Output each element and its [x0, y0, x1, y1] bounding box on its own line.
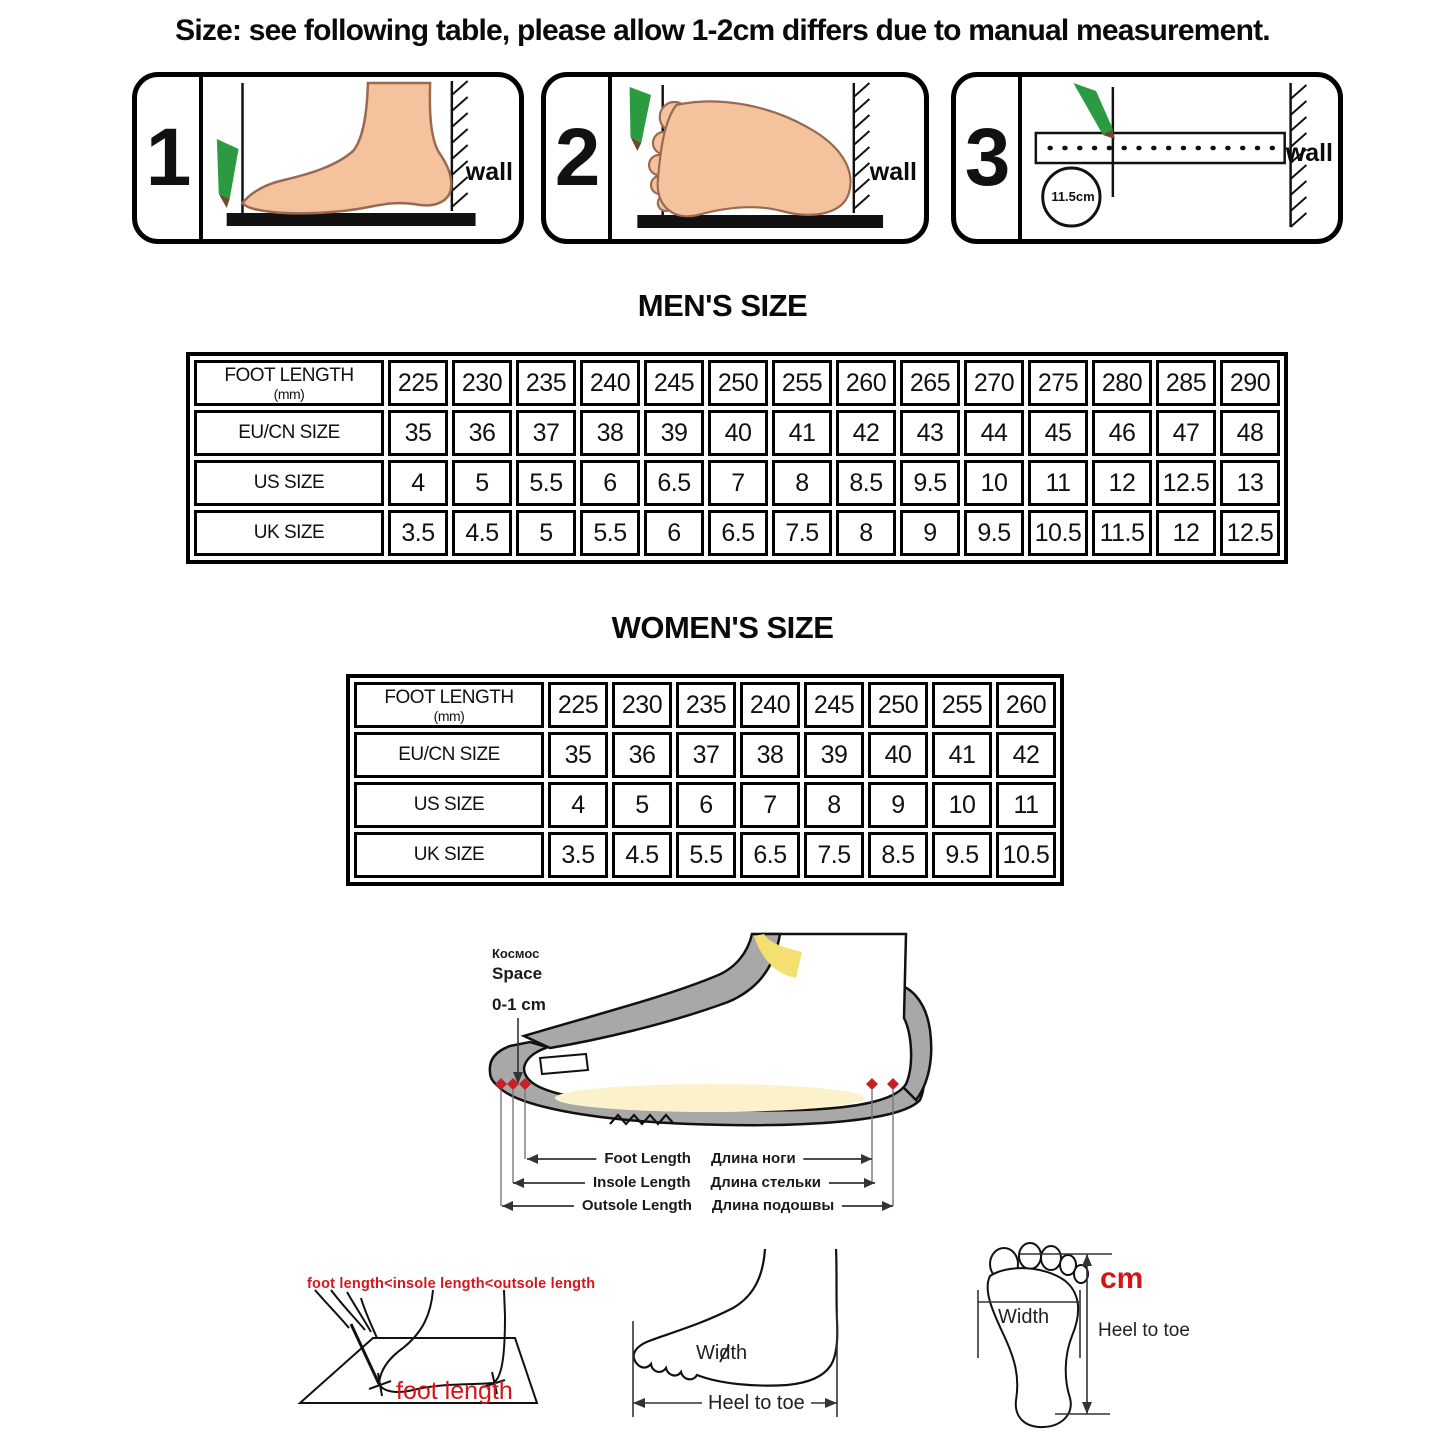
row-label: [194, 360, 384, 406]
size-cell: 11.5: [1092, 510, 1152, 556]
size-cell: 265: [900, 360, 960, 406]
space-label-ru: Космос: [492, 946, 540, 961]
size-cell: 9: [900, 510, 960, 556]
mens-size-heading: MEN'S SIZE: [637, 288, 808, 323]
row-label-text: US SIZE: [413, 794, 485, 815]
insole-length-dimension-label: [585, 1173, 829, 1192]
green-marker-icon: [217, 139, 239, 199]
foot-length-caption: foot length: [396, 1377, 513, 1405]
size-cell: 8.5: [868, 832, 928, 878]
size-cell: 6: [676, 782, 736, 828]
size-cell: 11: [1028, 460, 1088, 506]
hand-sketch: [315, 1290, 377, 1338]
size-cell: 41: [932, 732, 992, 778]
row-label: [194, 410, 384, 456]
outsole-length-dimension-label: [574, 1196, 842, 1215]
wall-label: wall: [1285, 138, 1333, 167]
size-cell: 245: [644, 360, 704, 406]
size-cell: 40: [868, 732, 928, 778]
size-cell: 12: [1092, 460, 1152, 506]
size-cell: 225: [548, 682, 608, 728]
row-label: [354, 732, 544, 778]
size-cell: 39: [644, 410, 704, 456]
size-cell: 46: [1092, 410, 1152, 456]
size-cell: 260: [836, 360, 896, 406]
ruler: [1036, 133, 1285, 163]
size-cell: 42: [836, 410, 896, 456]
row-label: [354, 782, 544, 828]
size-cell: 290: [1220, 360, 1280, 406]
size-cell: 250: [708, 360, 768, 406]
foot-tracing-drawing: [285, 1288, 625, 1445]
mens-size-table: [186, 352, 1288, 564]
floor-bar: [227, 213, 476, 226]
womens-size-heading: WOMEN'S SIZE: [611, 610, 834, 645]
size-cell: 38: [740, 732, 800, 778]
size-cell: 250: [868, 682, 928, 728]
measure-step-3-panel: [951, 72, 1343, 244]
heel-to-toe-label-side: Heel to toe: [702, 1392, 811, 1415]
row-label-sub: (mm): [273, 386, 305, 402]
size-cell: 4: [388, 460, 448, 506]
toe-tab: [540, 1054, 588, 1074]
size-table-row: [194, 410, 1280, 456]
wall-label: wall: [465, 158, 513, 186]
step-number: 2: [546, 77, 612, 239]
footprint-outline: [988, 1243, 1088, 1427]
size-cell: 3.5: [548, 832, 608, 878]
step-number: 1: [137, 77, 203, 239]
size-cell: 10: [964, 460, 1024, 506]
size-table-row: [354, 832, 1056, 878]
row-label-text: US SIZE: [253, 472, 325, 493]
size-cell: 45: [1028, 410, 1088, 456]
toe-space-note: [492, 946, 546, 1016]
size-cell: 255: [932, 682, 992, 728]
row-label: [354, 832, 544, 878]
floor-bar: [637, 215, 883, 228]
size-table-row: [194, 510, 1280, 556]
size-cell: 5.5: [676, 832, 736, 878]
size-cell: 41: [772, 410, 832, 456]
wall-hatch: [854, 83, 870, 209]
size-cell: 9.5: [964, 510, 1024, 556]
left-arrowhead: [633, 1398, 645, 1408]
length-formula-note: foot length<insole length<outsole length: [307, 1276, 596, 1292]
size-cell: 240: [580, 360, 640, 406]
dim-en: Outsole Length: [581, 1197, 692, 1214]
size-cell: 9: [868, 782, 928, 828]
size-table-row: [194, 460, 1280, 506]
size-cell: 36: [612, 732, 672, 778]
size-cell: 8: [804, 782, 864, 828]
insole-glow: [555, 1084, 865, 1112]
size-cell: 9.5: [932, 832, 992, 878]
size-cell: 6: [644, 510, 704, 556]
size-cell: 48: [1220, 410, 1280, 456]
space-range: 0-1 cm: [492, 994, 546, 1014]
size-cell: 5.5: [516, 460, 576, 506]
top-arrowhead: [1082, 1254, 1092, 1266]
size-cell: 4.5: [452, 510, 512, 556]
width-label-side: Width: [696, 1342, 748, 1364]
size-cell: 36: [452, 410, 512, 456]
size-cell: 225: [388, 360, 448, 406]
size-cell: 235: [516, 360, 576, 406]
size-cell: 7.5: [804, 832, 864, 878]
green-marker-icon: [630, 87, 651, 143]
row-label-text: FOOT LENGTH: [224, 365, 354, 386]
size-cell: 8: [836, 510, 896, 556]
size-table-row: [354, 732, 1056, 778]
size-cell: 260: [996, 682, 1056, 728]
row-label-sub: (mm): [433, 708, 465, 724]
foot-side-view: [243, 83, 452, 213]
heel-to-toe-label-footprint: Heel to toe: [1098, 1320, 1190, 1341]
size-cell: 35: [548, 732, 608, 778]
size-cell: 40: [708, 410, 768, 456]
size-cell: 9.5: [900, 460, 960, 506]
size-cell: 5: [452, 460, 512, 506]
size-cell: 8.5: [836, 460, 896, 506]
size-cell: 235: [676, 682, 736, 728]
size-cell: 47: [1156, 410, 1216, 456]
size-cell: 5: [612, 782, 672, 828]
size-cell: 12: [1156, 510, 1216, 556]
row-label: [194, 460, 384, 506]
space-label-en: Space: [492, 963, 543, 983]
size-cell: 7.5: [772, 510, 832, 556]
size-cell: 230: [452, 360, 512, 406]
size-cell: 5: [516, 510, 576, 556]
size-cell: 12.5: [1220, 510, 1280, 556]
size-cell: 275: [1028, 360, 1088, 406]
foot-length-dimension-label: [596, 1149, 803, 1168]
row-label-text: EU/CN SIZE: [398, 744, 500, 765]
size-cell: 11: [996, 782, 1056, 828]
row-label-text: UK SIZE: [253, 522, 325, 543]
step-2-illustration: [612, 77, 924, 239]
row-label: [194, 510, 384, 556]
dim-en: Foot Length: [604, 1150, 691, 1167]
size-table-row: [354, 782, 1056, 828]
measure-step-2-panel: [541, 72, 929, 244]
size-cell: 37: [676, 732, 736, 778]
size-cell: 230: [612, 682, 672, 728]
step-3-illustration: [1022, 77, 1338, 239]
size-cell: 10: [932, 782, 992, 828]
dim-ru: Длина стельки: [710, 1174, 822, 1191]
row-label-text: UK SIZE: [413, 844, 485, 865]
size-cell: 10.5: [1028, 510, 1088, 556]
size-cell: 44: [964, 410, 1024, 456]
foot-sole-view: [649, 101, 850, 216]
size-cell: 4: [548, 782, 608, 828]
size-cell: 37: [516, 410, 576, 456]
size-cell: 42: [996, 732, 1056, 778]
size-cell: 5.5: [580, 510, 640, 556]
row-label: [354, 682, 544, 728]
wall-hatch: [452, 81, 468, 207]
page-title: Size: see following table, please allow 1-2cm differs due to manual measurement.: [175, 14, 1270, 47]
green-marker-icon: [1073, 83, 1113, 135]
size-cell: 6.5: [740, 832, 800, 878]
size-cell: 35: [388, 410, 448, 456]
size-cell: 43: [900, 410, 960, 456]
cm-unit-label: cm: [1100, 1262, 1144, 1295]
size-cell: 6: [580, 460, 640, 506]
right-arrowhead: [825, 1398, 837, 1408]
size-cell: 13: [1220, 460, 1280, 506]
bottom-arrowhead: [1082, 1402, 1092, 1414]
size-cell: 7: [740, 782, 800, 828]
size-cell: 280: [1092, 360, 1152, 406]
foot-outline: [634, 1249, 838, 1386]
size-cell: 10.5: [996, 832, 1056, 878]
width-label-footprint: Width: [998, 1306, 1050, 1328]
measure-step-1-panel: [132, 72, 524, 244]
size-table-row: [194, 360, 1280, 406]
size-cell: 39: [804, 732, 864, 778]
size-cell: 12.5: [1156, 460, 1216, 506]
size-cell: 38: [580, 410, 640, 456]
dim-en: Insole Length: [592, 1174, 691, 1191]
size-cell: 240: [740, 682, 800, 728]
step-number: 3: [956, 77, 1022, 239]
size-cell: 3.5: [388, 510, 448, 556]
ruler-measurement-note: 11.5cm: [1051, 189, 1095, 204]
size-cell: 4.5: [612, 832, 672, 878]
size-cell: 8: [772, 460, 832, 506]
size-cell: 285: [1156, 360, 1216, 406]
wall-label: wall: [869, 158, 917, 186]
womens-size-table: [346, 674, 1064, 886]
row-label-text: FOOT LENGTH: [384, 687, 514, 708]
size-cell: 7: [708, 460, 768, 506]
size-cell: 6.5: [644, 460, 704, 506]
size-cell: 6.5: [708, 510, 768, 556]
dim-ru: Длина ноги: [710, 1150, 796, 1167]
size-table-row: [354, 682, 1056, 728]
size-cell: 270: [964, 360, 1024, 406]
size-cell: 245: [804, 682, 864, 728]
size-cell: 255: [772, 360, 832, 406]
dim-ru: Длина подошвы: [711, 1197, 835, 1214]
step-1-illustration: [203, 77, 519, 239]
row-label-text: EU/CN SIZE: [238, 422, 340, 443]
